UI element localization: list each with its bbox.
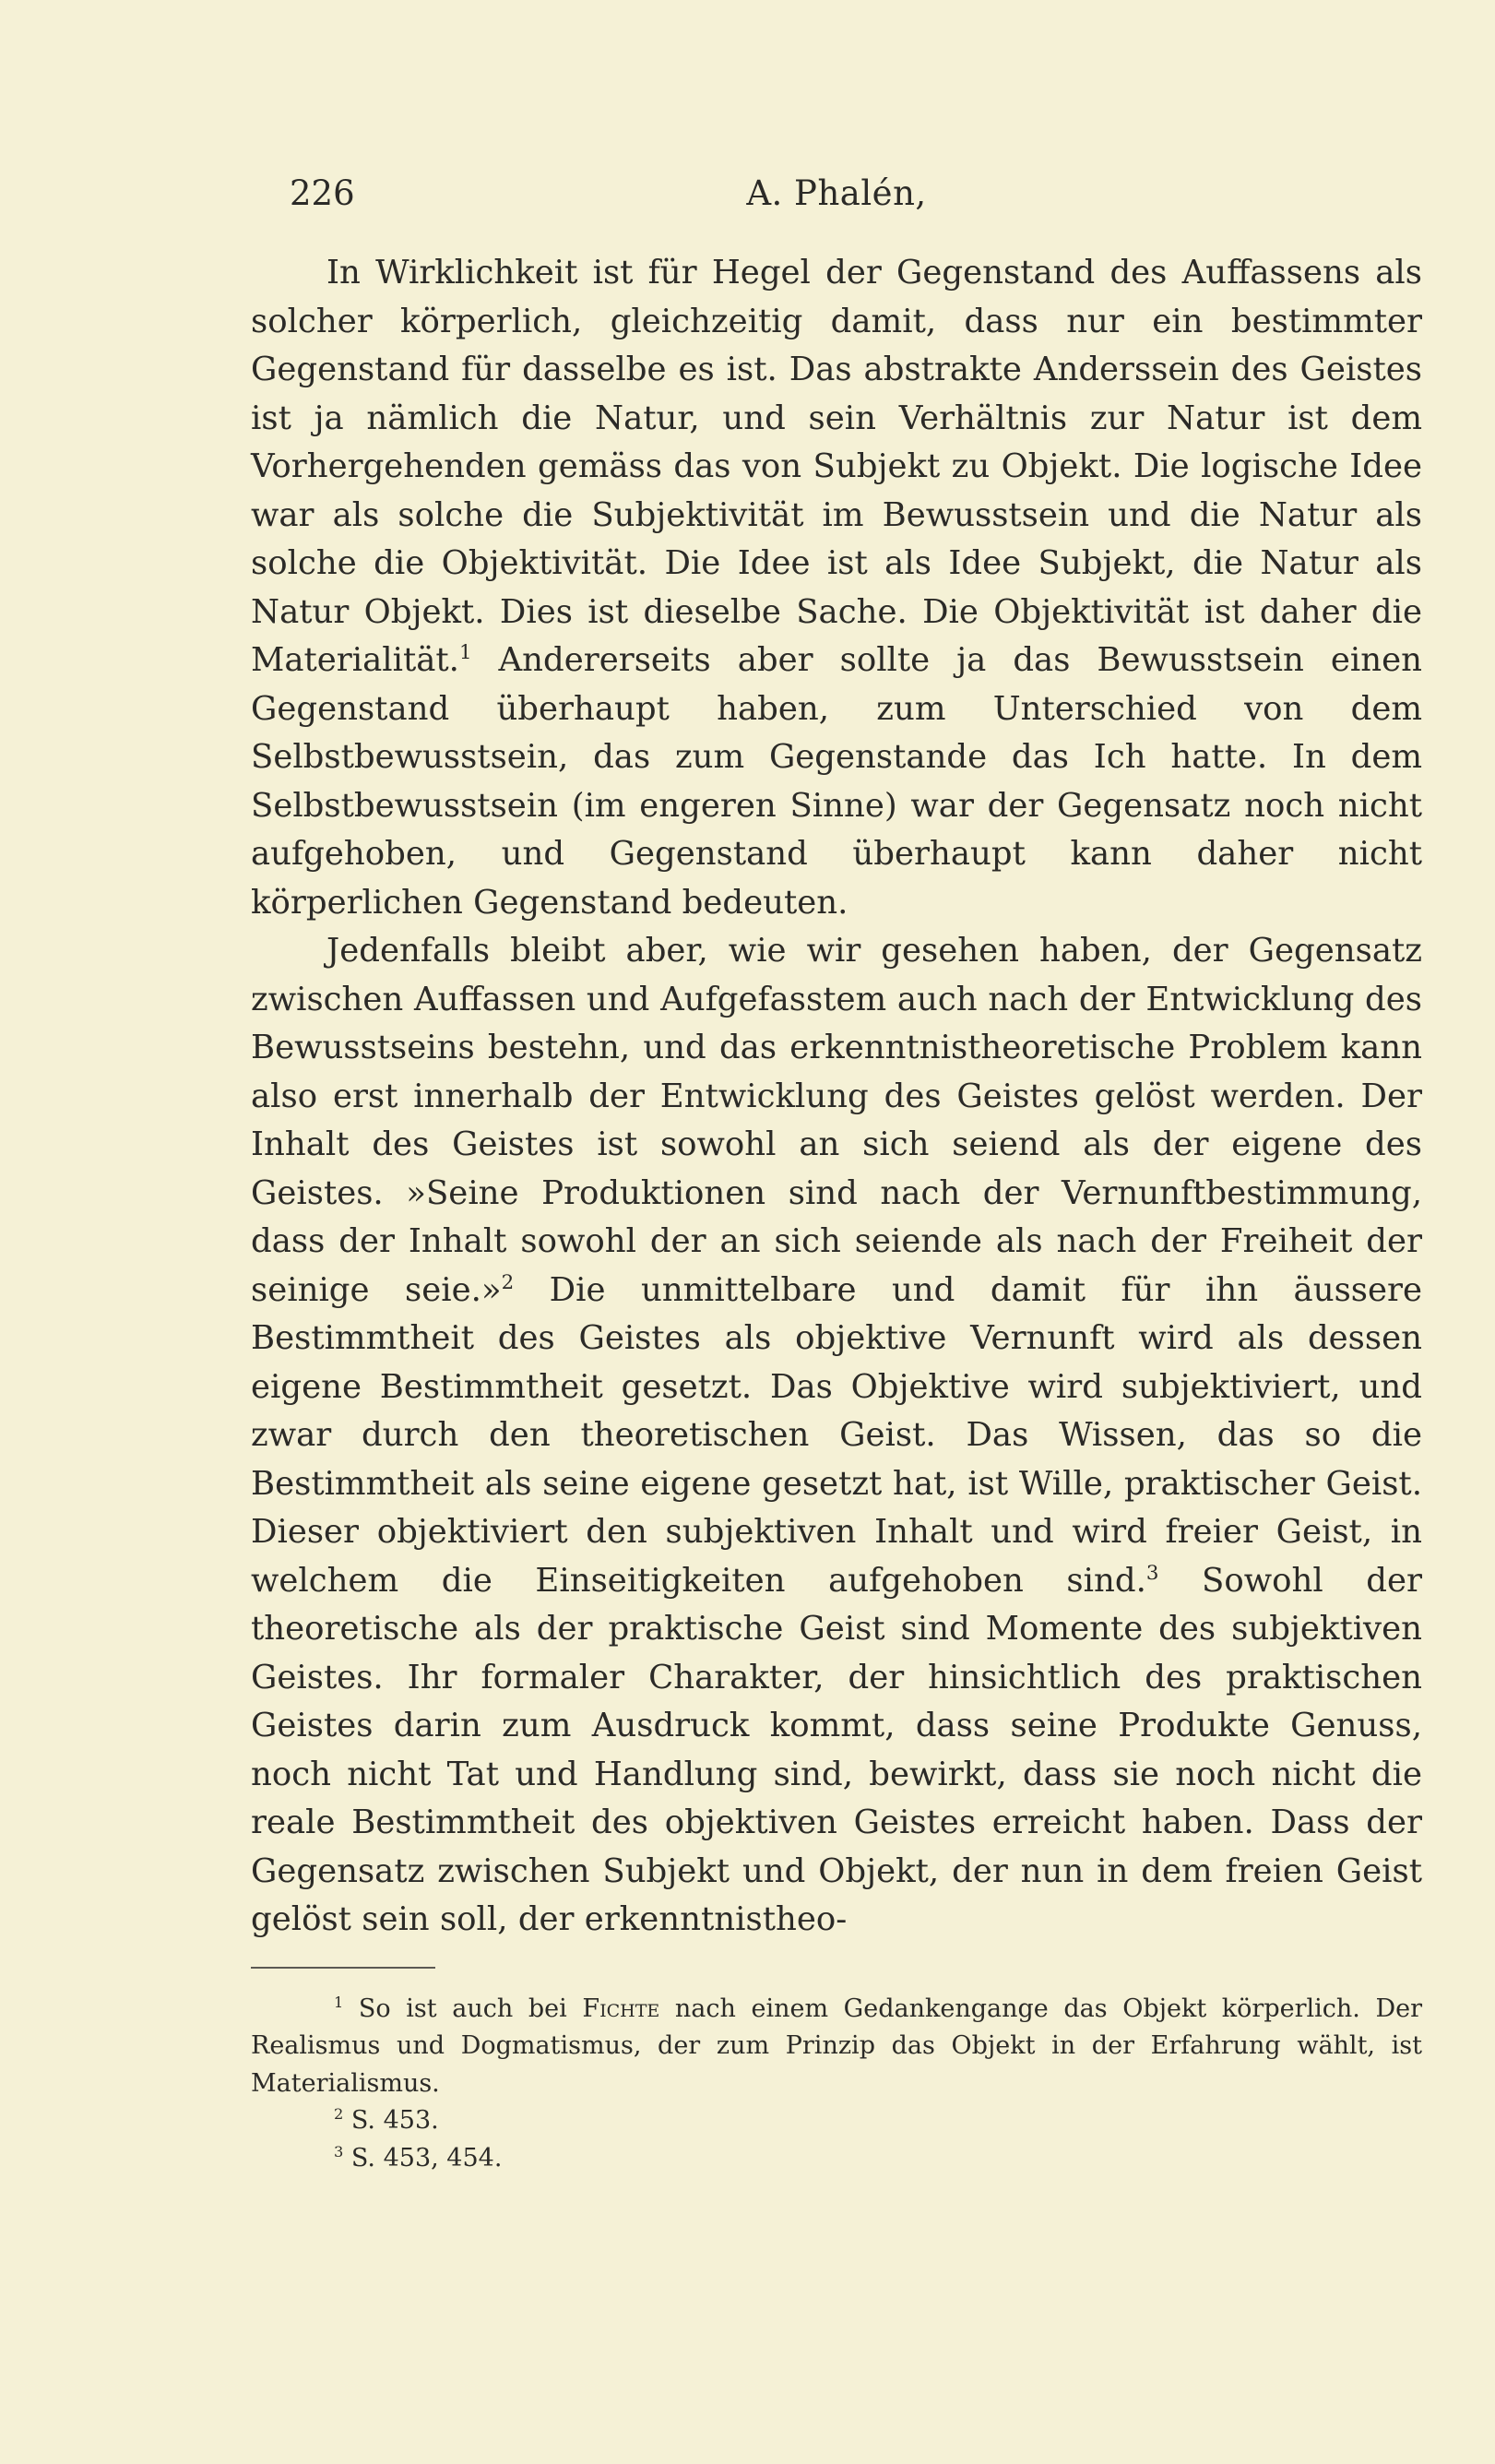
- footnote-mark: 2: [334, 2105, 344, 2123]
- paragraph-1: [251, 249, 1422, 927]
- book-page: [251, 166, 1422, 2177]
- page-number: 226: [290, 173, 355, 213]
- paragraph-text: Andererseits aber sollte ja das Bewusstsein einen Gegenstand überhaupt haben, zum Unterschied von dem Selbstbewusstsein, das zum Gegenstande das Ich hatte. In dem Selbstbewusstsein (im engeren Sinne) war der Gegensatz noch nicht aufgehoben, und Gegenstand überhaupt kann daher nicht körperlichen Gegenstand bedeuten.: [251, 641, 1422, 922]
- footnote-1: [251, 1991, 1422, 2103]
- paragraph-text: Sowohl der theoretische als der praktische Geist sind Momente des subjektiven Geistes. Ihr formaler Charakter, der hinsichtlich des praktischen Geistes darin zum Ausdruck kommt, dass seine Produkte Genuss, noch nicht Tat und Handlung sind, bewirkt, dass sie noch nicht die reale Bestimmtheit des objektiven Geistes erreicht haben. Dass der Gegensatz zwischen Subjekt und Objekt, der nun in dem freien Geist gelöst sein soll, der erkenntnistheo-: [251, 1561, 1422, 1938]
- footnote-author-name: Fichte: [582, 1994, 660, 2023]
- paragraph-text: In Wirklichkeit ist für Hegel der Gegenstand des Auffassens als solcher körperlich, gleichzeitig damit, dass nur ein bestimmter Gegenstand für dasselbe es ist. Das abstrakte Anderssein des Geistes ist ja nämlich die Natur, und sein Verhältnis zur Natur ist dem Vorhergehenden gemäss das von Subjekt zu Objekt. Die logische Idee war als solche die Subjektivität im Bewusstsein und die Natur als solche die Objektivität. Die Idee ist als Idee Subjekt, die Natur als Natur Objekt. Dies ist dieselbe Sache. Die Objektivität ist daher die Materialität.: [251, 254, 1422, 679]
- footnote-3: [251, 2140, 1422, 2178]
- footnote-text: So ist auch bei: [343, 1994, 583, 2023]
- footnote-mark: 3: [334, 2142, 344, 2160]
- paragraph-text: Die unmittelbare und damit für ihn äussere Bestimmtheit des Geistes als objektive Vernunft wird als dessen eigene Bestimmtheit gesetzt. Das Objektive wird subjektiviert, und zwar durch den theoretischen Geist. Das Wissen, das so die Bestimmtheit als seine eigene gesetzt hat, ist Wille, praktischer Geist. Dieser objektiviert den subjektiven Inhalt und wird freier Geist, in welchem die Einseitigkeiten aufgehoben sind.: [251, 1270, 1422, 1600]
- body-text: [251, 249, 1422, 1945]
- page-header: [251, 166, 1422, 221]
- footnotes: [251, 1991, 1422, 2178]
- footnote-ref-3: 3: [1145, 1561, 1159, 1585]
- paragraph-2: [251, 927, 1422, 1945]
- paragraph-text: Jedenfalls bleibt aber, wie wir gesehen haben, der Gegensatz zwischen Auffassen und Aufgefasstem auch nach der Entwicklung des Bewusstseins bestehn, und das erkenntnistheoretische Problem kann also erst innerhalb der Entwicklung des Geistes gelöst werden. Der Inhalt des Geistes ist sowohl an sich seiend als der eigene des Geistes. »Seine Produktionen sind nach der Vernunftbestimmung, dass der Inhalt sowohl der an sich seiende als nach der Freiheit der seinige seie.»: [251, 932, 1422, 1309]
- footnote-text: S. 453.: [343, 2106, 439, 2135]
- running-head: A. Phalén,: [746, 173, 927, 213]
- footnote-text: nach einem Gedankengange das Objekt körperlich. Der Realismus und Dogmatismus, der zum Prinzip das Objekt in der Erfahrung wählt, ist Materialismus.: [251, 1994, 1422, 2098]
- footnote-divider: [251, 1967, 435, 1969]
- footnote-2: [251, 2102, 1422, 2140]
- footnote-mark: 1: [334, 1993, 344, 2011]
- footnote-ref-1: 1: [458, 641, 472, 665]
- footnote-text: S. 453, 454.: [343, 2143, 503, 2172]
- footnote-ref-2: 2: [501, 1270, 515, 1294]
